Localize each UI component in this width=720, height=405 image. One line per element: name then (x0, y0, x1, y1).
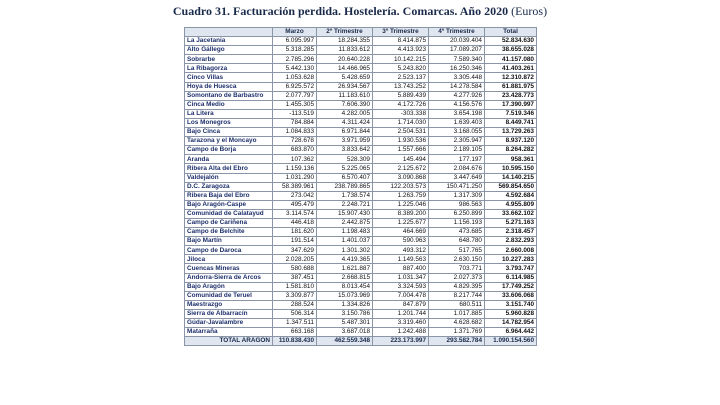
table-row (185, 255, 537, 264)
value-cell: 473.685 (429, 228, 485, 237)
value-cell: 1.084.833 (273, 128, 317, 137)
value-cell: 2.077.797 (273, 91, 317, 100)
table-row (185, 273, 537, 282)
comarca-name-cell: La Litera (185, 109, 273, 118)
value-cell: 3.319.460 (373, 319, 429, 328)
comarca-name-cell: La Ribagorza (185, 64, 273, 73)
value-cell: 191.514 (273, 237, 317, 246)
value-cell: 2.189.105 (429, 146, 485, 155)
value-cell: 464.669 (373, 228, 429, 237)
value-cell: 1.017.885 (429, 309, 485, 318)
total-value-cell: 462.559.348 (317, 337, 373, 346)
value-cell: 238.789.865 (317, 182, 373, 191)
value-cell: 1.242.488 (373, 328, 429, 337)
comarca-name-cell: Tarazona y el Moncayo (185, 137, 273, 146)
value-cell: 4.955.809 (485, 200, 537, 209)
value-cell: 1.557.666 (373, 146, 429, 155)
value-cell: -303.338 (373, 109, 429, 118)
value-cell: 33.662.102 (485, 209, 537, 218)
comarca-name-cell: Andorra-Sierra de Arcos (185, 273, 273, 282)
value-cell: 5.271.163 (485, 218, 537, 227)
value-cell: 2.660.008 (485, 246, 537, 255)
value-cell: 3.971.959 (317, 137, 373, 146)
value-cell: 2.084.676 (429, 164, 485, 173)
value-cell: 1.198.483 (317, 228, 373, 237)
value-cell: 1.930.536 (373, 137, 429, 146)
value-cell: 12.310.872 (485, 73, 537, 82)
comarca-name-cell: Cinco Villas (185, 73, 273, 82)
value-cell: 5.442.130 (273, 64, 317, 73)
value-cell: 15.907.430 (317, 209, 373, 218)
table-row (185, 118, 537, 127)
value-cell: 58.389.961 (273, 182, 317, 191)
value-cell: 20.640.228 (317, 55, 373, 64)
table-row (185, 173, 537, 182)
value-cell: 1.714.030 (373, 118, 429, 127)
table-row (185, 82, 537, 91)
value-cell: 2.028.205 (273, 255, 317, 264)
comarca-name-cell: Sobrarbe (185, 55, 273, 64)
table-row (185, 37, 537, 46)
table-row (185, 146, 537, 155)
value-cell: 11.183.610 (317, 91, 373, 100)
value-cell: 288.524 (273, 300, 317, 309)
value-cell: 1.317.309 (429, 191, 485, 200)
value-cell: 6.971.844 (317, 128, 373, 137)
value-cell: 3.305.448 (429, 73, 485, 82)
value-cell: 5.225.065 (317, 164, 373, 173)
table-row (185, 300, 537, 309)
table-row (185, 264, 537, 273)
value-cell: 10.142.215 (373, 55, 429, 64)
value-cell: 8.449.741 (485, 118, 537, 127)
value-cell: 8.264.282 (485, 146, 537, 155)
billing-loss-table (184, 27, 537, 346)
comarca-name-cell: Campo de Belchite (185, 228, 273, 237)
comarca-name-cell: Comunidad de Teruel (185, 291, 273, 300)
value-cell: 528.309 (317, 155, 373, 164)
value-cell: 2.832.293 (485, 237, 537, 246)
value-cell: 41.157.080 (485, 55, 537, 64)
value-cell: 4.172.726 (373, 100, 429, 109)
table-title-units: (Euros) (511, 4, 548, 18)
comarca-name-cell: Aranda (185, 155, 273, 164)
table-row (185, 155, 537, 164)
comarca-name-cell: Bajo Martín (185, 237, 273, 246)
value-cell: 2.125.672 (373, 164, 429, 173)
value-cell: 122.203.573 (373, 182, 429, 191)
value-cell: 387.451 (273, 273, 317, 282)
value-cell: 1.371.769 (429, 328, 485, 337)
table-row (185, 291, 537, 300)
comarca-name-cell: Somontano de Barbastro (185, 91, 273, 100)
value-cell: 1.156.193 (429, 218, 485, 227)
value-cell: 33.606.068 (485, 291, 537, 300)
value-cell: 2.523.137 (373, 73, 429, 82)
total-value-cell: 110.838.430 (273, 337, 317, 346)
value-cell: 347.629 (273, 246, 317, 255)
value-cell: 14.466.965 (317, 64, 373, 73)
table-row (185, 228, 537, 237)
table-row (185, 164, 537, 173)
value-cell: 23.428.773 (485, 91, 537, 100)
value-cell: 446.418 (273, 218, 317, 227)
table-row (185, 182, 537, 191)
table-row (185, 309, 537, 318)
value-cell: 17.390.997 (485, 100, 537, 109)
value-cell: 1.347.511 (273, 319, 317, 328)
value-cell: 3.793.747 (485, 264, 537, 273)
value-cell: 580.688 (273, 264, 317, 273)
value-cell: 1.263.759 (373, 191, 429, 200)
value-cell: 7.589.340 (429, 55, 485, 64)
table-title (0, 4, 720, 19)
value-cell: 16.250.346 (429, 64, 485, 73)
value-cell: 3.168.055 (429, 128, 485, 137)
value-cell: 590.963 (373, 237, 429, 246)
value-cell: 1.053.628 (273, 73, 317, 82)
value-cell: 663.168 (273, 328, 317, 337)
table-row (185, 200, 537, 209)
value-cell: 273.042 (273, 191, 317, 200)
table-row (185, 91, 537, 100)
value-cell: 2.248.721 (317, 200, 373, 209)
value-cell: 26.934.567 (317, 82, 373, 91)
table-row (185, 55, 537, 64)
value-cell: 41.403.261 (485, 64, 537, 73)
value-cell: 5.487.301 (317, 319, 373, 328)
value-cell: 493.312 (373, 246, 429, 255)
value-cell: 6.570.407 (317, 173, 373, 182)
value-cell: 7.606.390 (317, 100, 373, 109)
value-cell: 1.225.677 (373, 218, 429, 227)
table-row (185, 328, 537, 337)
value-cell: 4.311.424 (317, 118, 373, 127)
value-cell: 847.879 (373, 300, 429, 309)
comarca-name-cell: Matarraña (185, 328, 273, 337)
value-cell: 6.964.442 (485, 328, 537, 337)
value-cell: 4.829.395 (429, 282, 485, 291)
table-header-row (185, 28, 537, 37)
value-cell: 5.960.828 (485, 309, 537, 318)
table-row (185, 64, 537, 73)
value-cell: 1.149.563 (373, 255, 429, 264)
comarca-name-cell: Ribera Baja del Ebro (185, 191, 273, 200)
value-cell: 5.889.439 (373, 91, 429, 100)
comarca-name-cell: Hoya de Huesca (185, 82, 273, 91)
comarca-name-cell: Los Monegros (185, 118, 273, 127)
header-cell: Marzo (273, 28, 317, 37)
value-cell: 1.401.037 (317, 237, 373, 246)
total-value-cell: 1.090.154.560 (485, 337, 537, 346)
value-cell: 7.519.346 (485, 109, 537, 118)
value-cell: 17.749.252 (485, 282, 537, 291)
value-cell: 784.884 (273, 118, 317, 127)
value-cell: 958.361 (485, 155, 537, 164)
value-cell: 13.729.263 (485, 128, 537, 137)
header-cell (185, 28, 273, 37)
value-cell: 728.678 (273, 137, 317, 146)
value-cell: 2.318.457 (485, 228, 537, 237)
value-cell: 1.581.810 (273, 282, 317, 291)
value-cell: 20.039.404 (429, 37, 485, 46)
value-cell: 6.925.572 (273, 82, 317, 91)
value-cell: 2.027.373 (429, 273, 485, 282)
table-row (185, 191, 537, 200)
value-cell: 145.494 (373, 155, 429, 164)
value-cell: 703.771 (429, 264, 485, 273)
value-cell: 1.201.744 (373, 309, 429, 318)
table-row (185, 218, 537, 227)
value-cell: 3.309.877 (273, 291, 317, 300)
value-cell: 52.834.630 (485, 37, 537, 46)
value-cell: 8.937.120 (485, 137, 537, 146)
value-cell: 4.413.923 (373, 46, 429, 55)
value-cell: 18.284.355 (317, 37, 373, 46)
comarca-name-cell: Gúdar-Javalambre (185, 319, 273, 328)
value-cell: 15.073.969 (317, 291, 373, 300)
value-cell: 5.428.659 (317, 73, 373, 82)
comarca-name-cell: Cuencas Mineras (185, 264, 273, 273)
table-body (185, 37, 537, 346)
table-row (185, 319, 537, 328)
table-row (185, 128, 537, 137)
value-cell: -113.519 (273, 109, 317, 118)
total-value-cell: 293.582.784 (429, 337, 485, 346)
value-cell: 6.114.985 (485, 273, 537, 282)
value-cell: 517.765 (429, 246, 485, 255)
comarca-name-cell: Comunidad de Calatayud (185, 209, 273, 218)
table-row (185, 237, 537, 246)
value-cell: 14.278.584 (429, 82, 485, 91)
comarca-name-cell: Sierra de Albarracín (185, 309, 273, 318)
value-cell: 1.639.403 (429, 118, 485, 127)
value-cell: 61.881.975 (485, 82, 537, 91)
comarca-name-cell: Cinca Medio (185, 100, 273, 109)
value-cell: 5.243.820 (373, 64, 429, 73)
table-row (185, 137, 537, 146)
value-cell: 8.389.200 (373, 209, 429, 218)
table-total-row (185, 337, 537, 346)
value-cell: 1.159.136 (273, 164, 317, 173)
comarca-name-cell: Valdejalón (185, 173, 273, 182)
value-cell: 986.563 (429, 200, 485, 209)
comarca-name-cell: Bajo Aragón-Caspe (185, 200, 273, 209)
value-cell: 3.150.786 (317, 309, 373, 318)
value-cell: 1.334.826 (317, 300, 373, 309)
value-cell: 506.314 (273, 309, 317, 318)
value-cell: 6.095.997 (273, 37, 317, 46)
value-cell: 8.217.744 (429, 291, 485, 300)
comarca-name-cell: Bajo Aragón (185, 282, 273, 291)
value-cell: 14.140.215 (485, 173, 537, 182)
value-cell: 8.013.454 (317, 282, 373, 291)
value-cell: 1.621.887 (317, 264, 373, 273)
value-cell: 107.362 (273, 155, 317, 164)
table-row (185, 282, 537, 291)
comarca-name-cell: Bajo Cinca (185, 128, 273, 137)
table-row (185, 100, 537, 109)
comarca-name-cell: Jiloca (185, 255, 273, 264)
value-cell: 683.870 (273, 146, 317, 155)
table-row (185, 209, 537, 218)
value-cell: 569.854.650 (485, 182, 537, 191)
value-cell: 3.833.642 (317, 146, 373, 155)
comarca-name-cell: Ribera Alta del Ebro (185, 164, 273, 173)
value-cell: 14.782.954 (485, 319, 537, 328)
table-row (185, 46, 537, 55)
value-cell: 3.447.649 (429, 173, 485, 182)
value-cell: 3.687.018 (317, 328, 373, 337)
value-cell: 4.419.365 (317, 255, 373, 264)
value-cell: 10.227.283 (485, 255, 537, 264)
value-cell: 17.089.207 (429, 46, 485, 55)
value-cell: 2.785.296 (273, 55, 317, 64)
value-cell: 3.324.593 (373, 282, 429, 291)
value-cell: 887.400 (373, 264, 429, 273)
table-row (185, 109, 537, 118)
comarca-name-cell: D.C. Zaragoza (185, 182, 273, 191)
value-cell: 38.655.028 (485, 46, 537, 55)
value-cell: 4.277.926 (429, 91, 485, 100)
value-cell: 7.004.478 (373, 291, 429, 300)
comarca-name-cell: Campo de Daroca (185, 246, 273, 255)
value-cell: 13.743.252 (373, 82, 429, 91)
value-cell: 6.250.899 (429, 209, 485, 218)
total-label-cell: TOTAL ARAGÓN (185, 337, 273, 346)
value-cell: 1.301.302 (317, 246, 373, 255)
table-row (185, 246, 537, 255)
table-title-main: Cuadro 31. Facturación perdida. Hostelería. Comarcas. Año 2020 (172, 4, 509, 18)
value-cell: 1.455.305 (273, 100, 317, 109)
table-row (185, 73, 537, 82)
comarca-name-cell: Alto Gállego (185, 46, 273, 55)
value-cell: 2.504.531 (373, 128, 429, 137)
header-cell: Total (485, 28, 537, 37)
value-cell: 4.156.576 (429, 100, 485, 109)
value-cell: 4.282.005 (317, 109, 373, 118)
value-cell: 2.442.875 (317, 218, 373, 227)
comarca-name-cell: Maestrazgo (185, 300, 273, 309)
total-value-cell: 223.173.997 (373, 337, 429, 346)
value-cell: 2.305.947 (429, 137, 485, 146)
comarca-name-cell: Campo de Borja (185, 146, 273, 155)
value-cell: 648.780 (429, 237, 485, 246)
value-cell: 3.654.198 (429, 109, 485, 118)
value-cell: 3.114.574 (273, 209, 317, 218)
comarca-name-cell: Campo de Cariñena (185, 218, 273, 227)
value-cell: 2.630.150 (429, 255, 485, 264)
value-cell: 11.833.612 (317, 46, 373, 55)
value-cell: 181.620 (273, 228, 317, 237)
comarca-name-cell: La Jacetania (185, 37, 273, 46)
value-cell: 3.090.868 (373, 173, 429, 182)
value-cell: 1.031.290 (273, 173, 317, 182)
value-cell: 8.414.875 (373, 37, 429, 46)
header-cell: 4º Trimestre (429, 28, 485, 37)
value-cell: 3.151.740 (485, 300, 537, 309)
value-cell: 150.471.250 (429, 182, 485, 191)
value-cell: 1.031.347 (373, 273, 429, 282)
header-cell: 2º Trimestre (317, 28, 373, 37)
value-cell: 1.738.574 (317, 191, 373, 200)
value-cell: 4.592.684 (485, 191, 537, 200)
value-cell: 5.318.285 (273, 46, 317, 55)
value-cell: 495.479 (273, 200, 317, 209)
value-cell: 10.595.150 (485, 164, 537, 173)
value-cell: 1.225.046 (373, 200, 429, 209)
value-cell: 4.628.682 (429, 319, 485, 328)
value-cell: 2.668.815 (317, 273, 373, 282)
header-cell: 3º Trimestre (373, 28, 429, 37)
value-cell: 177.197 (429, 155, 485, 164)
value-cell: 680.511 (429, 300, 485, 309)
